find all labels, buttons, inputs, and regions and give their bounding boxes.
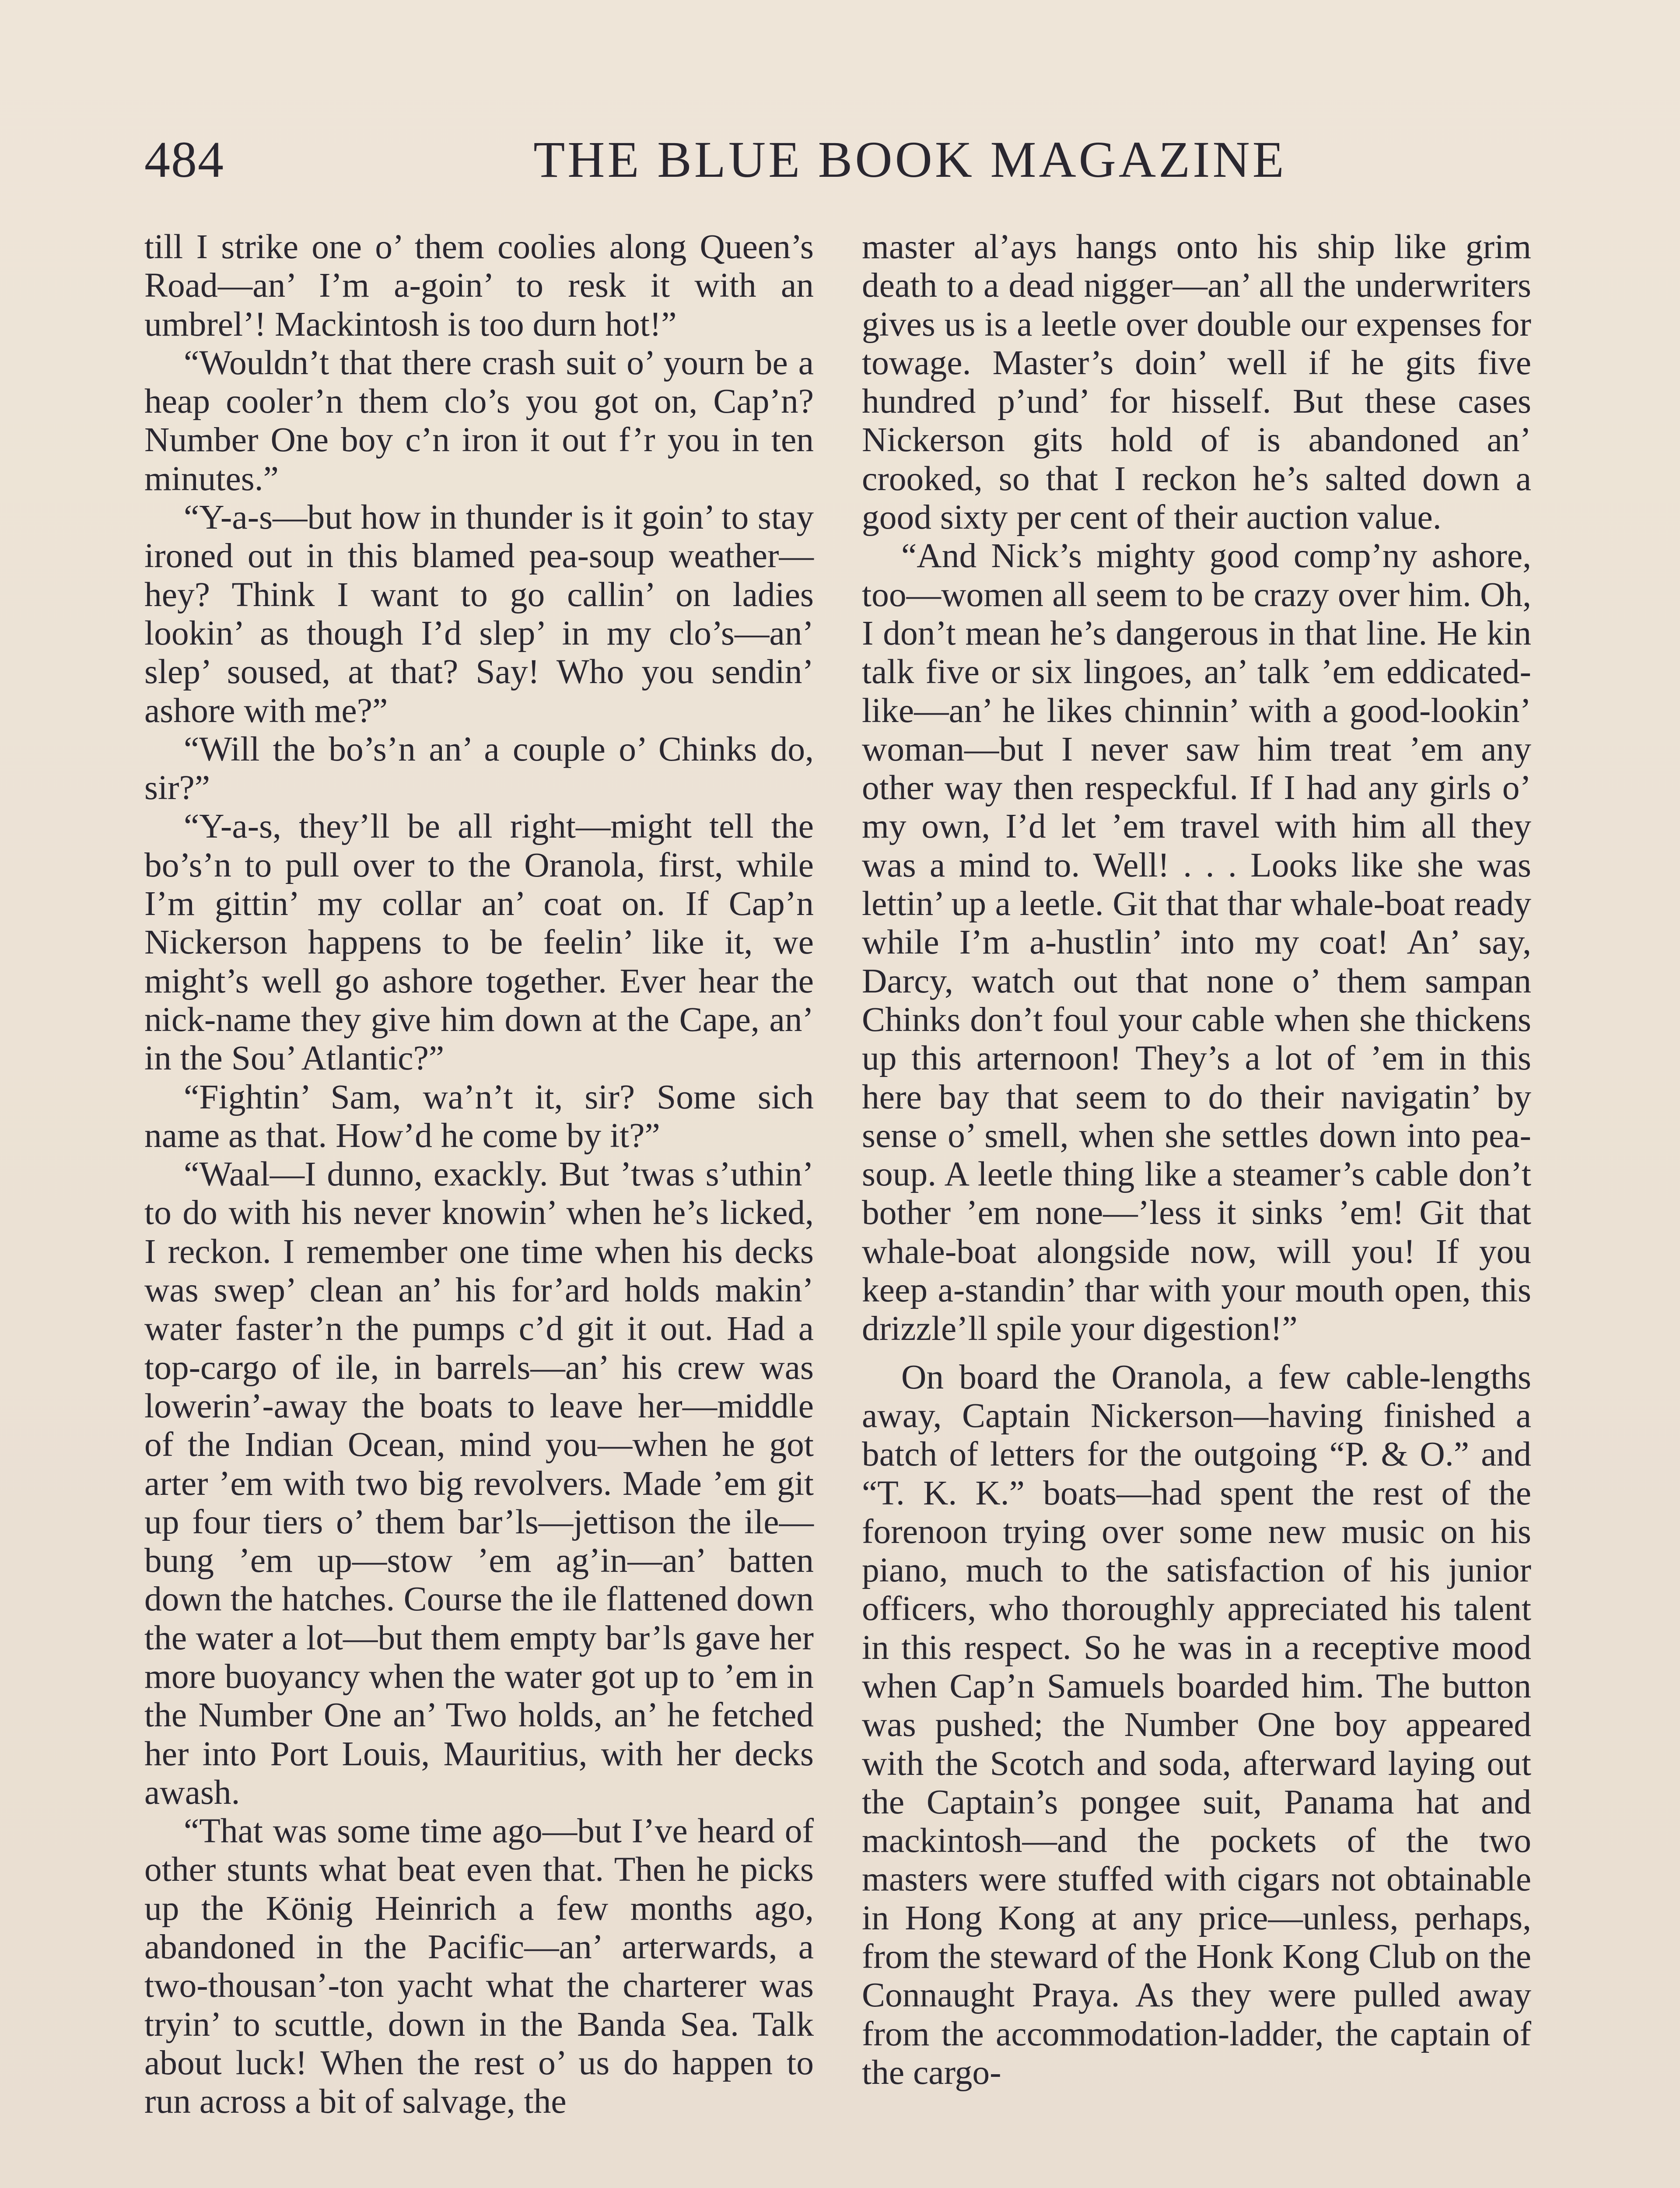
page-number: 484 [144,131,224,188]
paragraph: “Fightin’ Sam, wa’n’t it, sir? Some sich name as that. How’d he come by it?” [144,1077,814,1155]
page-header [144,123,1536,197]
paragraph: master al’ays hangs onto his ship like grim death to a dead nigger—an’ all the underwriters gives us is a leetle over double our expenses for towage. Master’s doin’ well if he gits five hundred p’und’ for hisself. But these cases Nickerson gits hold of is abandoned an’ crooked, so that I reckon he’s salted down a good sixty per cent of their auction value. [862,228,1531,537]
left-column [144,228,814,2121]
right-column [862,228,1531,2092]
paragraph: “That was some time ago—but I’ve heard of other stunts what beat even that. Then he picks up the König Heinrich a few months ago, abandoned in the Pacific—an’ arterwards, a two-thousan’-ton yacht what the charterer was tryin’ to scuttle, down in the Banda Sea. Talk about luck! When the rest o’ us do happen to run across a bit of salvage, the [144,1812,814,2121]
paragraph: “Will the bo’s’n an’ a couple o’ Chinks do, sir?” [144,729,814,807]
paragraph: till I strike one o’ them coolies along Queen’s Road—an’ I’m a-goin’ to resk it with an umbrel’! Mackintosh is too durn hot!” [144,228,814,344]
paragraph: “Waal—I dunno, exackly. But ’twas s’uthin’ to do with his never knowin’ when he’s licked, I reckon. I remember one time when his decks was swep’ clean an’ his for’ard holds makin’ water faster’n the pumps c’d git it out. Had a top-cargo of ile, in barrels—an’ his crew was lowerin’-away the boats to leave her—middle of the Indian Ocean, mind you—when he got arter ’em with two big revolvers. Made ’em git up four tiers o’ them bar’ls—jettison the ile—bung ’em up—stow ’em ag’in—an’ batten down the hatches. Course the ile flattened down the water a lot—but them empty bar’ls gave her more buoyancy when the water got up to ’em in the Number One an’ Two holds, an’ he fetched her into Port Louis, Mauritius, with her decks awash. [144,1155,814,1812]
paragraph: On board the Oranola, a few cable-lengths away, Captain Nickerson—having finished a batch of letters for the outgoing “P. & O.” and “T. K. K.” boats—had spent the rest of the forenoon trying over some new music on his piano, much to the satisfaction of his junior officers, who thoroughly appreciated his talent in this respect. So he was in a receptive mood when Cap’n Samuels boarded him. The button was pushed; the Number One boy appeared with the Scotch and soda, afterward laying out the Captain’s pongee suit, Panama hat and mackintosh—and the pockets of the two masters were stuffed with cigars not obtainable in Hong Kong at any price—unless, perhaps, from the steward of the Honk Kong Club on the Connaught Praya. As they were pulled away from the accommodation-ladder, the captain of the cargo- [862,1357,1531,2092]
paragraph: “And Nick’s mighty good comp’ny ashore, too—women all seem to be crazy over him. Oh, I don’t mean he’s dangerous in that line. He kin talk five or six lingoes, an’ talk ’em eddicated-like—an’ he likes chinnin’ with a good-lookin’ woman—but I never saw him treat ’em any other way then respeckful. If I had any girls o’ my own, I’d let ’em travel with him all they was a mind to. Well! . . . Looks like she was lettin’ up a leetle. Git that thar whale-boat ready while I’m a-hustlin’ into my coat! An’ say, Darcy, watch out that none o’ them sampan Chinks don’t foul your cable when she thickens up this arternoon! They’s a lot of ’em in this here bay that seem to do their navigatin’ by sense o’ smell, when she settles down into pea-soup. A leetle thing like a steamer’s cable don’t bother ’em none—’less it sinks ’em! Git that whale-boat alongside now, will you! If you keep a-standin’ thar with your mouth open, this drizzle’ll spile your digestion!” [862,536,1531,1348]
running-title: THE BLUE BOOK MAGAZINE [533,131,1287,188]
paragraph: “Y-a-s, they’ll be all right—might tell the bo’s’n to pull over to the Oranola, first, while I’m gittin’ my collar an’ coat on. If Cap’n Nickerson happens to be feelin’ like it, we might’s well go ashore together. Ever hear the nick-name they give him down at the Cape, an’ in the Sou’ Atlantic?” [144,807,814,1078]
paragraph: “Y-a-s—but how in thunder is it goin’ to stay ironed out in this blamed pea-soup weather—hey? Think I want to go callin’ on ladies lookin’ as though I’d slep’ in my clo’s—an’ slep’ soused, at that? Say! Who you sendin’ ashore with me?” [144,498,814,730]
paragraph: “Wouldn’t that there crash suit o’ yourn be a heap cooler’n them clo’s you got on, Cap’n? Number One boy c’n iron it out f’r you in ten minutes.” [144,343,814,498]
